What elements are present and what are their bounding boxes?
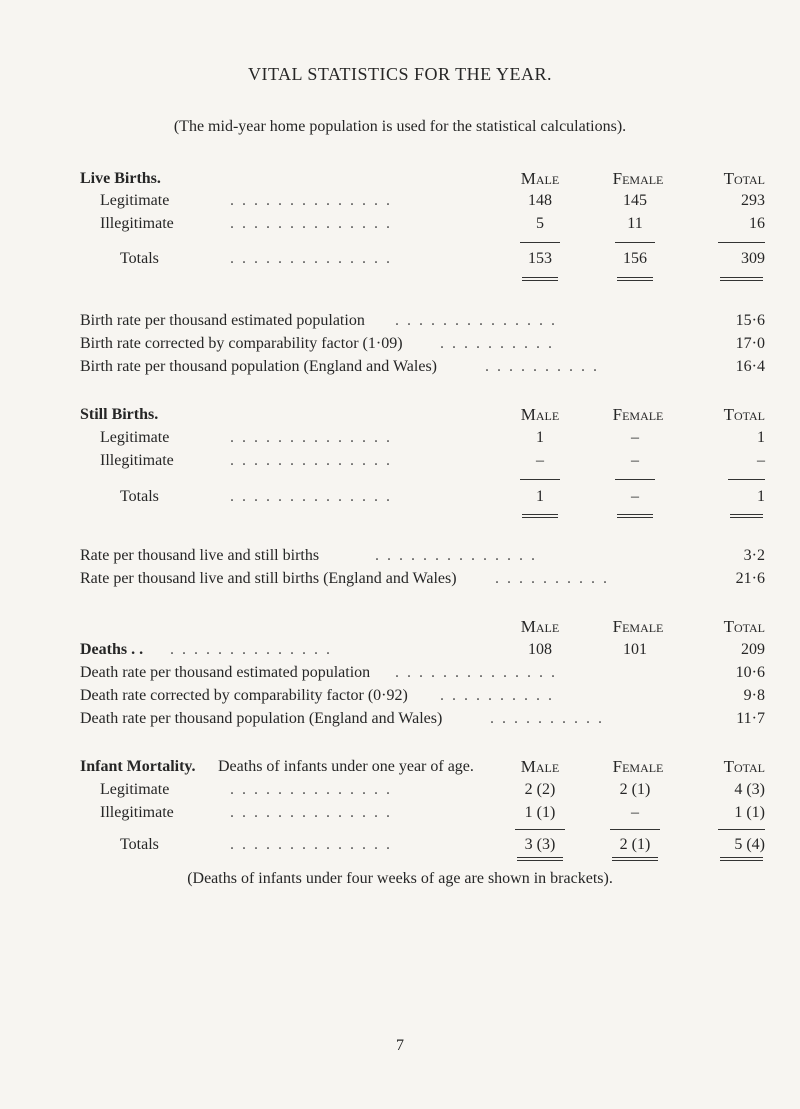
row-label: Totals bbox=[120, 250, 159, 267]
leader-dots: . . . . . . . . . . . . . . bbox=[170, 641, 332, 658]
male-value: 3 (3) bbox=[524, 836, 556, 853]
leader-dots: . . . . . . . . . . . . . . bbox=[230, 192, 392, 209]
leader-dots: . . . . . . . . . . . . . . bbox=[395, 312, 557, 329]
total-value: 1 (1) bbox=[734, 804, 765, 821]
sum-rule bbox=[718, 242, 765, 243]
infant-mortality-note: Deaths of infants under one year of age. bbox=[218, 758, 474, 775]
rate-label: Birth rate per thousand estimated population bbox=[80, 312, 365, 329]
double-rule bbox=[730, 514, 763, 518]
double-rule bbox=[720, 857, 763, 861]
rate-value: 17·0 bbox=[735, 335, 765, 352]
female-header: Female bbox=[612, 405, 664, 424]
row-label: Illegitimate bbox=[100, 215, 174, 232]
total-header: Total bbox=[723, 617, 765, 636]
rate-label: Rate per thousand live and still births bbox=[80, 547, 320, 564]
sum-rule bbox=[615, 242, 655, 243]
footnote: (Deaths of infants under four weeks of age are shown in brackets). bbox=[187, 870, 613, 887]
row-label: Illegitimate bbox=[100, 804, 174, 821]
infant-mortality-heading: Infant Mortality. bbox=[80, 758, 196, 775]
rate-label: Death rate corrected by comparability factor (0·92) bbox=[80, 687, 408, 704]
double-rule bbox=[517, 857, 563, 861]
leader-dots: . . . . . . . . . . . . . . bbox=[230, 836, 392, 853]
male-value: 5 bbox=[536, 215, 544, 232]
male-value: 1 bbox=[536, 488, 544, 505]
rate-value: 9·8 bbox=[743, 687, 765, 704]
birth-rate-row bbox=[0, 356, 800, 380]
total-header: Total bbox=[723, 405, 765, 424]
sum-rule bbox=[515, 829, 565, 830]
live-births-heading: Live Births. bbox=[80, 170, 161, 187]
leader-dots: . . . . . . . . . . bbox=[495, 570, 609, 587]
female-value: – bbox=[631, 488, 639, 505]
total-header: Total bbox=[723, 169, 765, 188]
infant-mortality-header-row bbox=[0, 756, 800, 780]
female-value: 101 bbox=[623, 641, 647, 658]
leader-dots: . . . . . . . . . . bbox=[490, 710, 604, 727]
still-rate-row bbox=[0, 545, 800, 569]
rate-label: Birth rate per thousand population (England and Wales) bbox=[80, 358, 437, 375]
page-number: 7 bbox=[396, 1037, 404, 1054]
row-label: Legitimate bbox=[100, 192, 170, 209]
rate-value: 16·4 bbox=[735, 358, 765, 375]
male-value: 1 (1) bbox=[524, 804, 556, 821]
row-label: Illegitimate bbox=[100, 452, 174, 469]
female-value: – bbox=[631, 452, 639, 469]
leader-dots: . . . . . . . . . . . . . . bbox=[230, 452, 392, 469]
male-header: Male bbox=[520, 617, 560, 636]
rate-label: Birth rate corrected by comparability factor (1·09) bbox=[80, 335, 403, 352]
rate-value: 10·6 bbox=[735, 664, 765, 681]
female-value: 2 (1) bbox=[619, 836, 651, 853]
male-header: Male bbox=[520, 169, 560, 188]
male-value: 1 bbox=[536, 429, 544, 446]
total-header: Total bbox=[723, 757, 765, 776]
double-rule bbox=[612, 857, 658, 861]
total-value: 1 bbox=[757, 488, 765, 505]
still-births-totals-row bbox=[0, 486, 800, 510]
female-value: – bbox=[631, 429, 639, 446]
leader-dots: . . . . . . . . . . . . . . bbox=[230, 250, 392, 267]
female-value: 156 bbox=[623, 250, 647, 267]
leader-dots: . . . . . . . . . . . . . . bbox=[230, 429, 392, 446]
leader-dots: . . . . . . . . . . . . . . bbox=[230, 215, 392, 232]
still-births-heading: Still Births. bbox=[80, 406, 159, 423]
male-header: Male bbox=[520, 757, 560, 776]
rate-label: Rate per thousand live and still births (England and Wales) bbox=[80, 570, 457, 587]
leader-dots: . . . . . . . . . . bbox=[440, 687, 554, 704]
row-label: Legitimate bbox=[100, 429, 170, 446]
female-value: 11 bbox=[627, 215, 643, 232]
birth-rate-row bbox=[0, 333, 800, 357]
female-header: Female bbox=[612, 757, 664, 776]
double-rule bbox=[522, 514, 558, 518]
male-value: 153 bbox=[528, 250, 552, 267]
leader-dots: . . . . . . . . . . . . . . bbox=[395, 664, 557, 681]
sum-rule bbox=[728, 479, 765, 480]
sum-rule bbox=[520, 242, 560, 243]
rate-label: Death rate per thousand population (England and Wales) bbox=[80, 710, 443, 727]
birth-rate-row bbox=[0, 310, 800, 334]
female-header: Female bbox=[612, 617, 664, 636]
page-subtitle: (The mid-year home population is used for the statistical calculations). bbox=[173, 118, 627, 135]
female-header: Female bbox=[612, 169, 664, 188]
leader-dots: . . . . . . . . . . bbox=[440, 335, 554, 352]
infant-totals-row bbox=[0, 834, 800, 858]
female-value: 2 (1) bbox=[619, 781, 651, 798]
page-title: VITAL STATISTICS FOR THE YEAR. bbox=[248, 64, 552, 84]
rate-value: 3·2 bbox=[743, 547, 765, 564]
male-value: 108 bbox=[528, 641, 552, 658]
row-label: Legitimate bbox=[100, 781, 170, 798]
infant-legitimate-row bbox=[0, 779, 800, 803]
male-value: 148 bbox=[528, 192, 552, 209]
male-header: Male bbox=[520, 405, 560, 424]
sum-rule bbox=[520, 479, 560, 480]
live-births-header-row bbox=[0, 168, 800, 192]
leader-dots: . . . . . . . . . . bbox=[485, 358, 599, 375]
double-rule bbox=[617, 514, 653, 518]
live-births-totals-row bbox=[0, 248, 800, 272]
rate-label: Death rate per thousand estimated population bbox=[80, 664, 371, 681]
sum-rule bbox=[615, 479, 655, 480]
deaths-heading: Deaths . . bbox=[80, 641, 144, 658]
still-rate-row bbox=[0, 568, 800, 592]
leader-dots: . . . . . . . . . . . . . . bbox=[230, 804, 392, 821]
rate-value: 11·7 bbox=[736, 710, 765, 727]
male-value: 2 (2) bbox=[524, 781, 556, 798]
sum-rule bbox=[610, 829, 660, 830]
still-births-illegitimate-row bbox=[0, 450, 800, 474]
deaths-row bbox=[0, 639, 800, 663]
still-births-legitimate-row bbox=[0, 427, 800, 451]
deaths-header-row bbox=[0, 616, 800, 640]
live-births-legitimate-row bbox=[0, 190, 800, 214]
death-rate-row bbox=[0, 662, 800, 686]
rate-value: 21·6 bbox=[735, 570, 765, 587]
rate-value: 15·6 bbox=[735, 312, 765, 329]
leader-dots: . . . . . . . . . . . . . . bbox=[375, 547, 537, 564]
double-rule bbox=[720, 277, 763, 281]
leader-dots: . . . . . . . . . . . . . . bbox=[230, 488, 392, 505]
still-births-header-row bbox=[0, 404, 800, 428]
leader-dots: . . . . . . . . . . . . . . bbox=[230, 781, 392, 798]
male-value: – bbox=[536, 452, 544, 469]
total-value: 4 (3) bbox=[734, 781, 765, 798]
female-value: – bbox=[631, 804, 639, 821]
double-rule bbox=[617, 277, 653, 281]
infant-illegitimate-row bbox=[0, 802, 800, 826]
live-births-illegitimate-row bbox=[0, 213, 800, 237]
total-value: 293 bbox=[741, 192, 765, 209]
double-rule bbox=[522, 277, 558, 281]
death-rate-row bbox=[0, 708, 800, 732]
total-value: – bbox=[757, 452, 765, 469]
total-value: 309 bbox=[741, 250, 765, 267]
total-value: 209 bbox=[741, 641, 765, 658]
total-value: 1 bbox=[757, 429, 765, 446]
death-rate-row bbox=[0, 685, 800, 709]
female-value: 145 bbox=[623, 192, 647, 209]
row-label: Totals bbox=[120, 836, 159, 853]
total-value: 16 bbox=[749, 215, 765, 232]
total-value: 5 (4) bbox=[734, 836, 765, 853]
row-label: Totals bbox=[120, 488, 159, 505]
sum-rule bbox=[718, 829, 765, 830]
